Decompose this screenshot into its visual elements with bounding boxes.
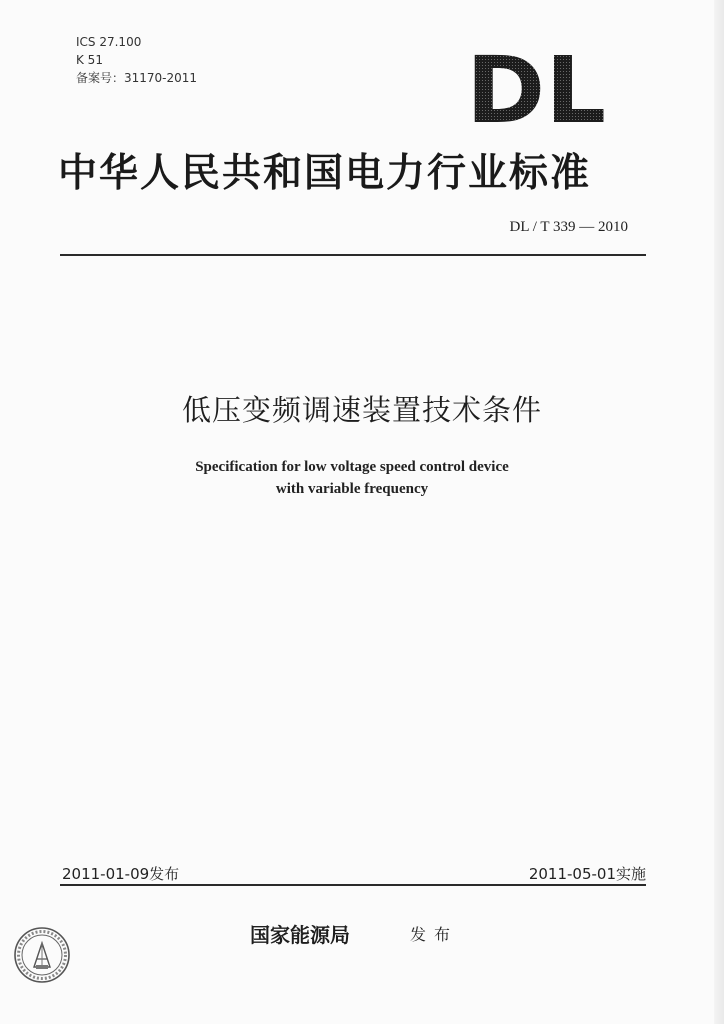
publish-label: 发布 — [410, 925, 459, 944]
classification-block — [76, 33, 197, 87]
header-divider — [60, 254, 646, 256]
dl-logo — [466, 52, 606, 126]
standard-title: 中华人民共和国电力行业标准 — [58, 150, 592, 196]
document-title-english-line-1: Specification for low voltage speed control device — [195, 459, 509, 475]
record-number: 备案号：31170-2011 — [76, 71, 198, 85]
ics-code: ICS 27.100 — [76, 35, 142, 49]
standard-code: DL / T 339 — 2010 — [509, 219, 628, 235]
category-code: K 51 — [76, 53, 103, 67]
implementation-date: 2011-05-01实施 — [528, 865, 646, 883]
footer-divider — [60, 884, 646, 886]
document-title-english — [0, 456, 704, 500]
issue-date: 2011-01-09发布 — [62, 865, 180, 883]
publisher-name: 国家能源局 — [250, 923, 350, 947]
official-seal-icon — [12, 925, 72, 985]
document-title-english-line-2: with variable frequency — [275, 481, 429, 497]
dl-logo-text: DL — [466, 52, 606, 126]
page-edge-shadow — [714, 0, 724, 1024]
document-title-chinese: 低压变频调速装置技术条件 — [181, 393, 542, 427]
